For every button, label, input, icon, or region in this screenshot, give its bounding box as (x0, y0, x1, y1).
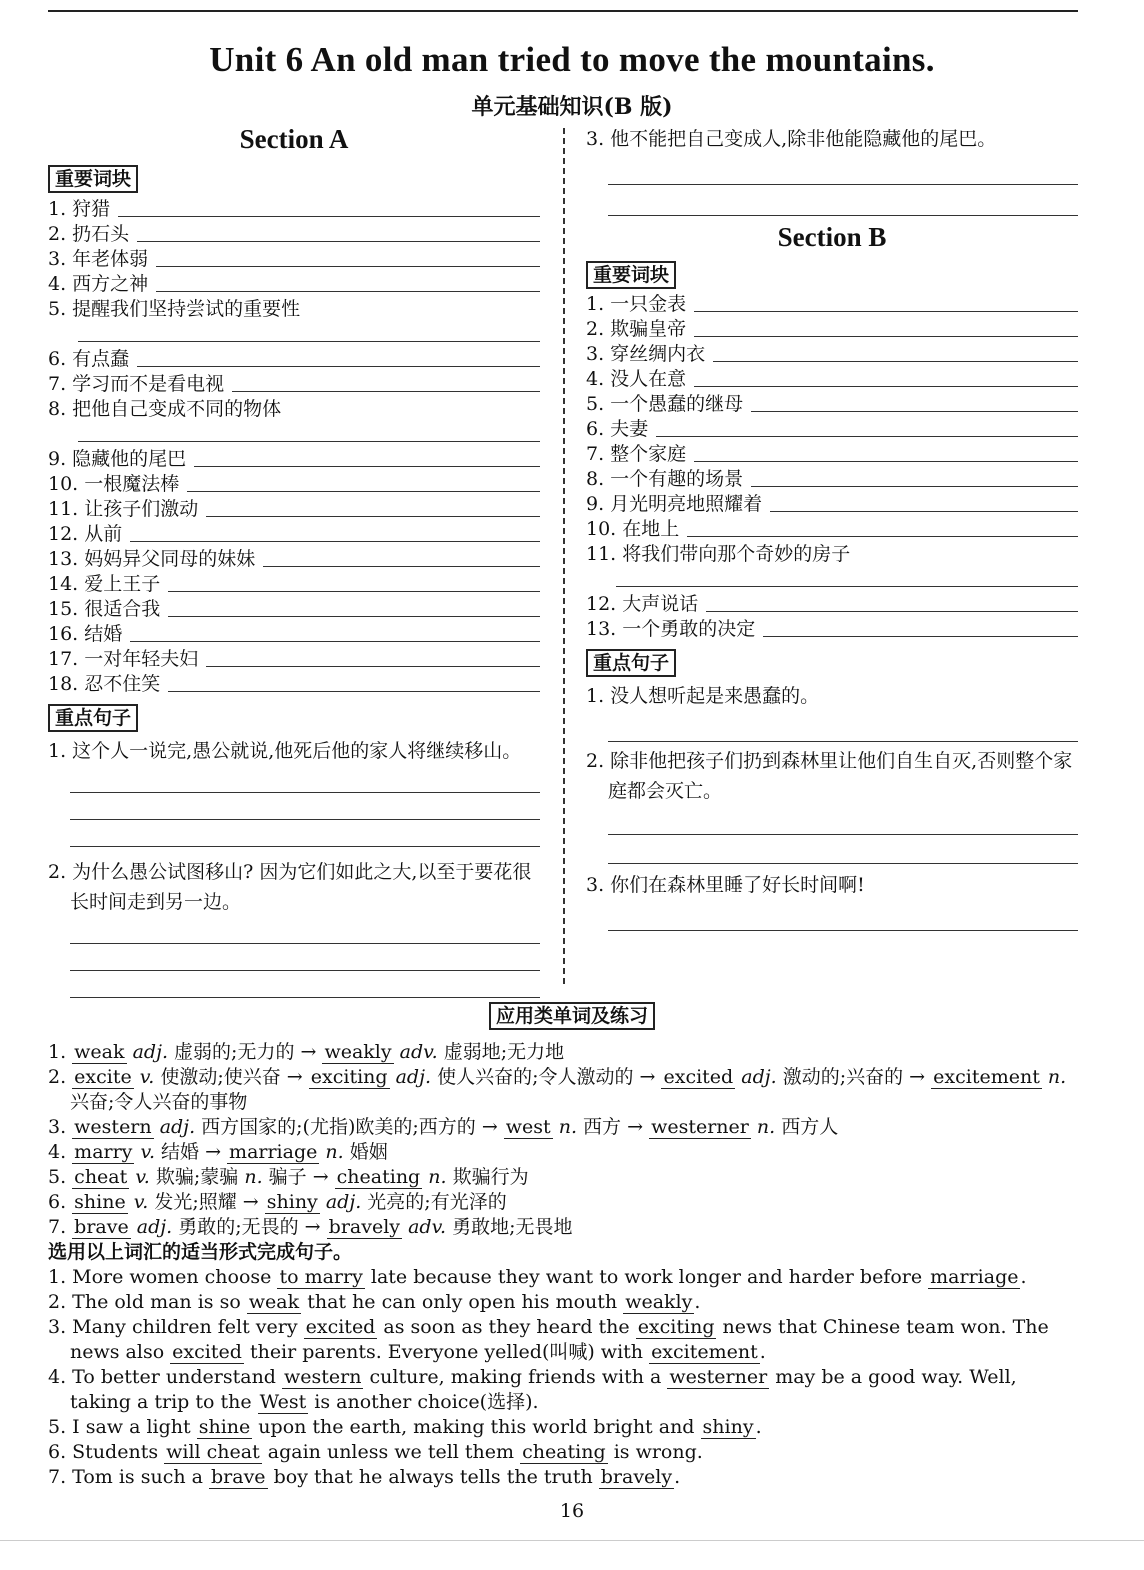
answer-word[interactable]: weakly (324, 1041, 392, 1063)
text-segment: 3. Many children felt very (48, 1316, 304, 1338)
text-segment: 使人兴奋的;令人激动的 → (431, 1066, 662, 1088)
sentence-prompt: 2. 除非他把孩子们扔到森林里让他们自生自灭,否则整个家庭都会灭亡。 (586, 750, 1073, 802)
answer-line[interactable] (608, 154, 1078, 185)
answer-line[interactable] (694, 335, 1078, 337)
vocab-b-item (586, 466, 1078, 491)
answer-line[interactable] (608, 835, 1078, 864)
answer-word[interactable]: cheating (336, 1166, 421, 1188)
answer-line[interactable] (70, 917, 540, 944)
exercise-sentence (48, 1440, 1078, 1465)
vocab-a-item (48, 271, 540, 296)
vocab-a-item-label: 6. 有点蠢 (48, 348, 130, 370)
answer-line[interactable] (608, 185, 1078, 216)
answer-line[interactable] (70, 971, 540, 998)
answer-line[interactable] (608, 806, 1078, 835)
part-of-speech: adv. (408, 1216, 447, 1238)
vocab-a-item (48, 471, 540, 496)
answer-line[interactable] (70, 820, 540, 847)
part-of-speech: n. (756, 1116, 776, 1138)
vocab-a-item (48, 446, 540, 471)
answer-line[interactable] (194, 465, 540, 467)
answer-word[interactable]: west (505, 1116, 551, 1138)
vocab-b-item (586, 416, 1078, 441)
answer-line[interactable] (656, 435, 1078, 437)
section-a-vocab-list (48, 196, 540, 696)
section-a-sentence-list (48, 736, 540, 998)
text-segment: 4. (48, 1141, 73, 1163)
vocab-b-item (586, 391, 1078, 416)
answer-line[interactable] (130, 540, 540, 542)
sentence-prompt: 3. 他不能把自己变成人,除非他能隐藏他的尾巴。 (586, 128, 997, 150)
text-segment: their parents. Everyone yelled(叫喊) with (243, 1341, 650, 1363)
word-entry (48, 1140, 1078, 1165)
part-of-speech: adj. (132, 1041, 168, 1063)
sentence-prompt: 1. 这个人一说完,愚公就说,他死后他的家人将继续移山。 (48, 740, 522, 762)
answer-line[interactable] (694, 385, 1078, 387)
vocab-a-item-label: 2. 扔石头 (48, 223, 130, 245)
text-segment: 西方国家的;(尤指)欧美的;西方的 → (195, 1116, 504, 1138)
answer-line[interactable] (156, 290, 540, 292)
exercise-sentence (48, 1290, 1078, 1315)
part-of-speech: adv. (399, 1041, 438, 1063)
vocab-b-item (586, 441, 1078, 466)
answer-word[interactable]: will cheat (166, 1441, 260, 1463)
vocab-a-item (48, 671, 540, 696)
section-b-heading: Section B (777, 222, 887, 252)
vocab-b-item-label: 4. 没人在意 (586, 368, 687, 390)
text-segment: 西方人 (775, 1116, 839, 1138)
vocab-a-item-label: 9. 隐藏他的尾巴 (48, 448, 187, 470)
answer-word[interactable]: exciting (310, 1066, 388, 1088)
practice-section (48, 1040, 1078, 1490)
sentence-prompt: 3. 你们在森林里睡了好长时间啊! (586, 874, 865, 896)
part-of-speech: adj. (159, 1116, 196, 1138)
vocab-a-item-label: 17. 一对年轻夫妇 (48, 648, 199, 670)
vocab-a-item (48, 496, 540, 521)
vocab-a-item (48, 546, 540, 571)
answer-line[interactable] (168, 590, 540, 592)
text-segment: 6. Students (48, 1441, 165, 1463)
answer-line[interactable] (706, 610, 1078, 612)
answer-word[interactable]: excitement (933, 1066, 1040, 1088)
answer-word[interactable]: westerner (669, 1366, 768, 1388)
word-list (48, 1040, 1078, 1240)
vocab-a-item-label: 14. 爱上王子 (48, 573, 161, 595)
text-segment: 4. To better understand (48, 1366, 283, 1388)
answer-word[interactable]: marriage (930, 1266, 1019, 1288)
part-of-speech: n. (428, 1166, 447, 1188)
exercise-sentence (48, 1315, 1078, 1365)
answer-line[interactable] (156, 265, 540, 267)
vocab-b-item-label: 9. 月光明亮地照耀着 (586, 493, 763, 515)
answer-word[interactable]: westerner (651, 1116, 749, 1138)
vocab-b-item (586, 541, 1078, 566)
part-of-speech: adj. (395, 1066, 432, 1088)
section-a-sentence-label: 重点句子 (48, 704, 138, 732)
answer-word[interactable]: western (74, 1116, 152, 1138)
exercise-list (48, 1265, 1078, 1490)
page-subtitle: 单元基础知识(B 版) (471, 94, 673, 120)
text-segment: 西方 → (577, 1116, 650, 1138)
text-segment: news that Chinese team won. The news also (70, 1316, 1049, 1363)
answer-word[interactable]: weakly (625, 1291, 693, 1313)
header-rule (48, 10, 1078, 12)
text-segment: 欺骗行为 (446, 1166, 529, 1188)
vocab-b-item (586, 616, 1078, 641)
text-segment: 婚姻 (343, 1141, 388, 1163)
text-segment: 兴奋;令人兴奋的事物 (70, 1091, 248, 1113)
part-of-speech: adj. (741, 1066, 777, 1088)
part-of-speech: n. (1047, 1066, 1067, 1088)
text-segment: 使激动;使兴奋 → (154, 1066, 309, 1088)
text-segment: culture, making friends with a (363, 1366, 668, 1388)
vocab-b-item (586, 591, 1078, 616)
answer-word[interactable]: western (284, 1366, 362, 1388)
exercise-sentence (48, 1415, 1078, 1440)
text-segment: boy that he always tells the truth (267, 1466, 599, 1488)
text-segment: 1. (48, 1041, 73, 1063)
vocab-b-item (586, 491, 1078, 516)
text-segment: 光亮的;有光泽的 (361, 1191, 507, 1213)
answer-word[interactable]: cheat (74, 1166, 128, 1188)
answer-line[interactable] (263, 565, 540, 567)
word-entry (48, 1065, 1078, 1115)
answer-line[interactable] (694, 310, 1078, 312)
vocab-b-item (586, 341, 1078, 366)
answer-line[interactable] (608, 900, 1078, 931)
text-segment: 3. (48, 1116, 73, 1138)
text-segment: 5. (48, 1166, 73, 1188)
vocab-a-item-label: 12. 从前 (48, 523, 123, 545)
practice-heading: 应用类单词及练习 (489, 1002, 655, 1030)
text-segment: 勇敢地;无畏地 (446, 1216, 573, 1238)
section-a-vocab-label: 重要词块 (48, 165, 138, 193)
text-segment: . (1020, 1266, 1027, 1288)
text-segment: is another choice(选择). (308, 1391, 539, 1413)
text-segment: as soon as they heard the (377, 1316, 636, 1338)
text-segment: may be a good way. Well, taking a trip to the (70, 1366, 1017, 1413)
answer-word[interactable]: weak (248, 1291, 300, 1313)
text-segment: 勇敢的;无畏的 → (172, 1216, 327, 1238)
answer-line[interactable] (78, 340, 540, 342)
part-of-speech: n. (244, 1166, 263, 1188)
vocab-b-item-label: 1. 一只金表 (586, 293, 687, 315)
vocab-b-item-label: 12. 大声说话 (586, 593, 699, 615)
answer-line[interactable] (137, 365, 540, 367)
vocab-a-item-label: 1. 狩猎 (48, 198, 111, 220)
vocab-a-item (48, 571, 540, 596)
text-segment: 5. I saw a light (48, 1416, 197, 1438)
vocab-b-item-label: 7. 整个家庭 (586, 443, 687, 465)
vocab-a-item-label: 4. 西方之神 (48, 273, 149, 295)
answer-line[interactable] (763, 635, 1078, 637)
answer-line[interactable] (187, 490, 540, 492)
section-a-heading: Section A (239, 124, 349, 154)
vocab-b-item-label: 3. 穿丝绸内衣 (586, 343, 706, 365)
vocab-a-item-answer-row (48, 421, 540, 446)
exercise-sentence (48, 1365, 1078, 1415)
answer-word[interactable]: excited (172, 1341, 242, 1363)
answer-word[interactable]: excited (663, 1066, 734, 1088)
part-of-speech: v. (139, 1066, 155, 1088)
answer-word[interactable]: shine (74, 1191, 126, 1213)
answer-line[interactable] (118, 215, 540, 217)
exercise-sentence (48, 1465, 1078, 1490)
vocab-b-item-label: 5. 一个愚蠢的继母 (586, 393, 744, 415)
vocab-a-item-label: 11. 让孩子们激动 (48, 498, 199, 520)
part-of-speech: adj. (325, 1191, 362, 1213)
answer-line[interactable] (770, 510, 1078, 512)
text-segment: 2. (48, 1066, 73, 1088)
section-b-sentence-label: 重点句子 (586, 649, 676, 677)
text-segment: again unless we tell them (261, 1441, 521, 1463)
answer-word[interactable]: bravely (328, 1216, 401, 1238)
practice-instruction: 选用以上词汇的适当形式完成句子。 (48, 1241, 353, 1263)
answer-line[interactable] (130, 640, 540, 642)
answer-line[interactable] (137, 240, 540, 242)
word-entry (48, 1115, 1078, 1140)
text-segment: . (694, 1291, 701, 1313)
answer-word[interactable]: cheating (522, 1441, 606, 1463)
answer-word[interactable]: marry (74, 1141, 133, 1163)
vocab-a-item (48, 396, 540, 421)
answer-word[interactable]: excited (305, 1316, 376, 1338)
part-of-speech: n. (325, 1141, 344, 1163)
vocab-a-item-label: 8. 把他自己变成不同的物体 (48, 398, 282, 420)
vocab-b-item-label: 2. 欺骗皇帝 (586, 318, 687, 340)
section-b-column (586, 124, 1078, 931)
footer-rule (0, 1540, 1144, 1541)
answer-line[interactable] (751, 410, 1078, 412)
vocab-a-item (48, 596, 540, 621)
vocab-a-item-label: 7. 学习而不是看电视 (48, 373, 225, 395)
vocab-b-item (586, 291, 1078, 316)
part-of-speech: v. (140, 1141, 155, 1163)
answer-word[interactable]: brave (211, 1466, 266, 1488)
answer-line[interactable] (168, 690, 540, 692)
vocab-a-item (48, 196, 540, 221)
vocab-b-item-label: 13. 一个勇敢的决定 (586, 618, 756, 640)
word-entry (48, 1040, 1078, 1065)
vocab-a-item (48, 246, 540, 271)
answer-line[interactable] (608, 711, 1078, 742)
vocab-a-item (48, 371, 540, 396)
vocab-a-item-label: 3. 年老体弱 (48, 248, 149, 270)
vocab-a-item (48, 521, 540, 546)
text-segment: 虚弱的;无力的 → (168, 1041, 323, 1063)
section-a-column (48, 124, 540, 998)
answer-word[interactable]: weak (74, 1041, 125, 1063)
page-number: 16 (559, 1500, 585, 1522)
vocab-b-item (586, 316, 1078, 341)
vocab-a-item (48, 221, 540, 246)
vocab-a-item-label: 16. 结婚 (48, 623, 123, 645)
text-segment: 6. (48, 1191, 73, 1213)
answer-line[interactable] (713, 360, 1078, 362)
text-segment: . (755, 1416, 762, 1438)
answer-word[interactable]: marriage (229, 1141, 318, 1163)
section-b-vocab-list (586, 291, 1078, 641)
page-title: Unit 6 An old man tried to move the mountains. (209, 40, 935, 79)
word-entry (48, 1190, 1078, 1215)
answer-word[interactable]: shiny (702, 1416, 754, 1438)
text-segment: late because they want to work longer and harder before (364, 1266, 929, 1288)
answer-word[interactable]: shine (198, 1416, 251, 1438)
vocab-b-item-label: 8. 一个有趣的场景 (586, 468, 744, 490)
vocab-b-item-label: 11. 将我们带向那个奇妙的房子 (586, 543, 851, 565)
answer-word[interactable]: to marry (279, 1266, 363, 1288)
text-segment: 发光;照耀 → (148, 1191, 265, 1213)
answer-line[interactable] (751, 485, 1078, 487)
vocab-b-item-label: 6. 夫妻 (586, 418, 649, 440)
text-segment: 结婚 → (155, 1141, 228, 1163)
answer-line[interactable] (232, 390, 540, 392)
vocab-b-item (586, 366, 1078, 391)
vocab-b-item-label: 10. 在地上 (586, 518, 680, 540)
sentence-prompt: 1. 没人想听起是来愚蠢的。 (586, 685, 820, 707)
section-b-vocab-label: 重要词块 (586, 261, 676, 289)
answer-word[interactable]: shiny (266, 1191, 318, 1213)
sentence-prompt: 2. 为什么愚公试图移山? 因为它们如此之大,以至于要花很长时间走到另一边。 (48, 861, 532, 913)
answer-line[interactable] (694, 460, 1078, 462)
part-of-speech: v. (133, 1191, 149, 1213)
answer-line[interactable] (78, 440, 540, 442)
text-segment: . (674, 1466, 681, 1488)
text-segment: 1. More women choose (48, 1266, 278, 1288)
text-segment: 激动的;兴奋的 → (776, 1066, 932, 1088)
answer-line[interactable] (206, 665, 540, 667)
section-a-sentence-continued (586, 124, 1078, 216)
vocab-a-item-answer-row (48, 321, 540, 346)
text-segment: 2. The old man is so (48, 1291, 247, 1313)
exercise-sentence (48, 1265, 1078, 1290)
answer-line[interactable] (168, 615, 540, 617)
vocab-a-item-label: 5. 提醒我们坚持尝试的重要性 (48, 298, 301, 320)
text-segment: is wrong. (607, 1441, 703, 1463)
answer-line[interactable] (616, 585, 1078, 587)
section-b-sentence-list (586, 681, 1078, 931)
vocab-a-item-label: 13. 妈妈异父同母的妹妹 (48, 548, 256, 570)
text-segment: upon the earth, making this world bright and (252, 1416, 701, 1438)
word-entry (48, 1215, 1078, 1240)
text-segment: 7. (48, 1216, 73, 1238)
answer-word[interactable]: brave (74, 1216, 129, 1238)
answer-line[interactable] (206, 515, 540, 517)
text-segment: that he can only open his mouth (301, 1291, 624, 1313)
answer-line[interactable] (687, 535, 1078, 537)
vocab-a-item (48, 346, 540, 371)
vocab-a-item-label: 18. 忍不住笑 (48, 673, 161, 695)
text-segment: 虚弱地;无力地 (437, 1041, 565, 1063)
answer-line[interactable] (70, 944, 540, 971)
practice-heading-wrap (0, 1002, 1144, 1030)
text-segment: . (759, 1341, 766, 1363)
vocab-a-item-label: 15. 很适合我 (48, 598, 161, 620)
answer-line[interactable] (70, 793, 540, 820)
answer-word[interactable]: excite (74, 1066, 132, 1088)
answer-line[interactable] (70, 766, 540, 793)
answer-word[interactable]: West (259, 1391, 307, 1413)
answer-word[interactable]: excitement (651, 1341, 758, 1363)
vocab-a-item-label: 10. 一根魔法棒 (48, 473, 180, 495)
word-entry (48, 1165, 1078, 1190)
column-divider (563, 128, 565, 984)
text-segment: 欺骗;蒙骗 (149, 1166, 245, 1188)
answer-word[interactable]: exciting (637, 1316, 715, 1338)
text-segment: 骗子 → (262, 1166, 335, 1188)
answer-word[interactable]: bravely (600, 1466, 673, 1488)
vocab-a-item (48, 646, 540, 671)
part-of-speech: n. (558, 1116, 578, 1138)
vocab-b-item (586, 516, 1078, 541)
vocab-a-item (48, 621, 540, 646)
part-of-speech: adj. (136, 1216, 173, 1238)
vocab-b-item-answer-row (586, 566, 1078, 591)
part-of-speech: v. (135, 1166, 150, 1188)
vocab-a-item (48, 296, 540, 321)
text-segment: 7. Tom is such a (48, 1466, 209, 1488)
